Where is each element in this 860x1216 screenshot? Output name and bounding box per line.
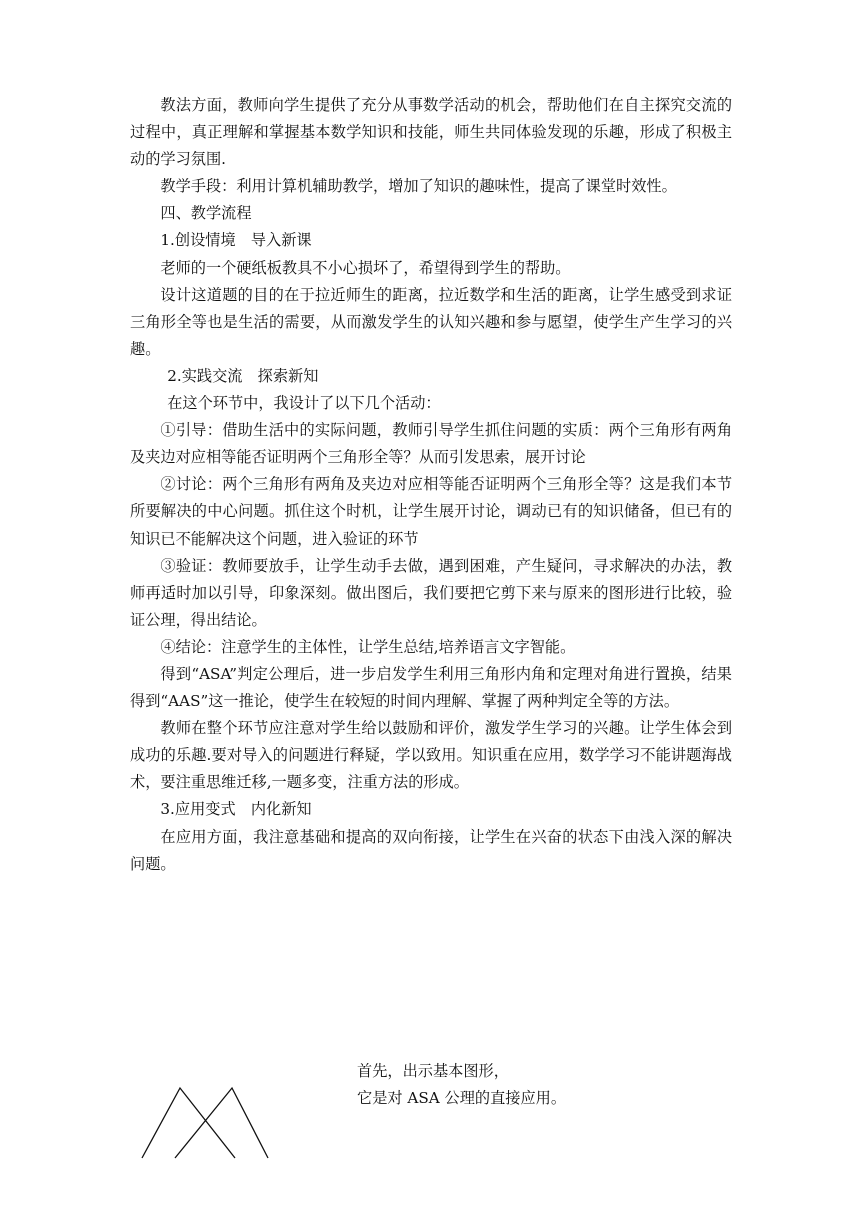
step-heading-3: 3.应用变式 内化新知 — [160, 800, 312, 819]
figure-caption — [357, 1058, 566, 1112]
paragraph-teaching-method: 教法方面，教师向学生提供了充分从事数学活动的机会，帮助他们在自主探究交流的过程中，真正理解和掌握基本数学知识和技能，师生共同体验发现的乐趣，形成了积极主动的学习氛围. — [130, 96, 732, 169]
paragraph-application: 在应用方面，我注意基础和提高的双向衔接，让学生在兴奋的状态下由浅入深的解决问题。 — [130, 827, 732, 873]
paragraph-activity-verify: ③验证：教师要放手，让学生动手去做，遇到困难，产生疑问，寻求解决的办法，教师再适时加以引导，印象深刻。做出图后，我们要把它剪下来与原来的图形进行比较，验证公理，得出结论。 — [130, 556, 732, 629]
paragraph-teaching-aid: 老师的一个硬纸板教具不小心损坏了，希望得到学生的帮助。 — [160, 258, 571, 277]
paragraph-asa-aas: 得到“ASA”判定公理后，进一步启发学生利用三角形内角和定理对角进行置换，结果得到“AAS”这一推论，使学生在较短的时间内理解、掌握了两种判定全等的方法。 — [130, 664, 732, 711]
paragraph-activities-intro: 在这个环节中，我设计了以下几个活动： — [167, 394, 441, 413]
caption-line-1: 首先，出示基本图形， — [357, 1062, 509, 1080]
paragraph-teaching-means: 教学手段：利用计算机辅助教学，增加了知识的趣味性，提高了课堂时效性。 — [160, 177, 677, 196]
paragraph-activity-guide: ①引导：借助生活中的实际问题，教师引导学生抓住问题的实质：两个三角形有两角及夹边对应相等能否证明两个三角形全等？从而引发思索，展开讨论 — [130, 421, 732, 467]
paragraph-activity-discuss: ②讨论：两个三角形有两角及夹边对应相等能否证明两个三角形全等？这是我们本节所要解决的中心问题。抓住这个时机，让学生展开讨论，调动已有的知识储备，但已有的知识已不能解决这个问题，进入验证的环节 — [130, 475, 732, 548]
crossed-triangles-figure — [138, 1084, 272, 1162]
caption-line-2: 它是对 ASA 公理的直接应用。 — [357, 1089, 567, 1107]
body-text — [130, 92, 732, 878]
step-heading-2: 2.实践交流 探索新知 — [167, 366, 319, 385]
step-heading-1: 1.创设情境 导入新课 — [160, 231, 312, 250]
triangle-left — [142, 1088, 235, 1158]
paragraph-design-purpose: 设计这道题的目的在于拉近师生的距离，拉近数学和生活的距离，让学生感受到求证三角形全等也是生活的需要，从而激发学生的认知兴趣和参与愿望，使学生产生学习的兴趣。 — [130, 285, 732, 358]
paragraph-encouragement: 教师在整个环节应注意对学生给以鼓励和评价，激发学生学习的兴趣。让学生体会到成功的乐趣.要对导入的问题进行释疑，学以致用。知识重在应用，数学学习不能讲题海战术，要注重思维迁移,一题多变，注重方法的形成。 — [130, 719, 732, 792]
paragraph-activity-conclude: ④结论：注意学生的主体性，让学生总结,培养语言文字智能。 — [160, 637, 576, 656]
section-heading-teaching-process: 四、教学流程 — [160, 204, 252, 223]
